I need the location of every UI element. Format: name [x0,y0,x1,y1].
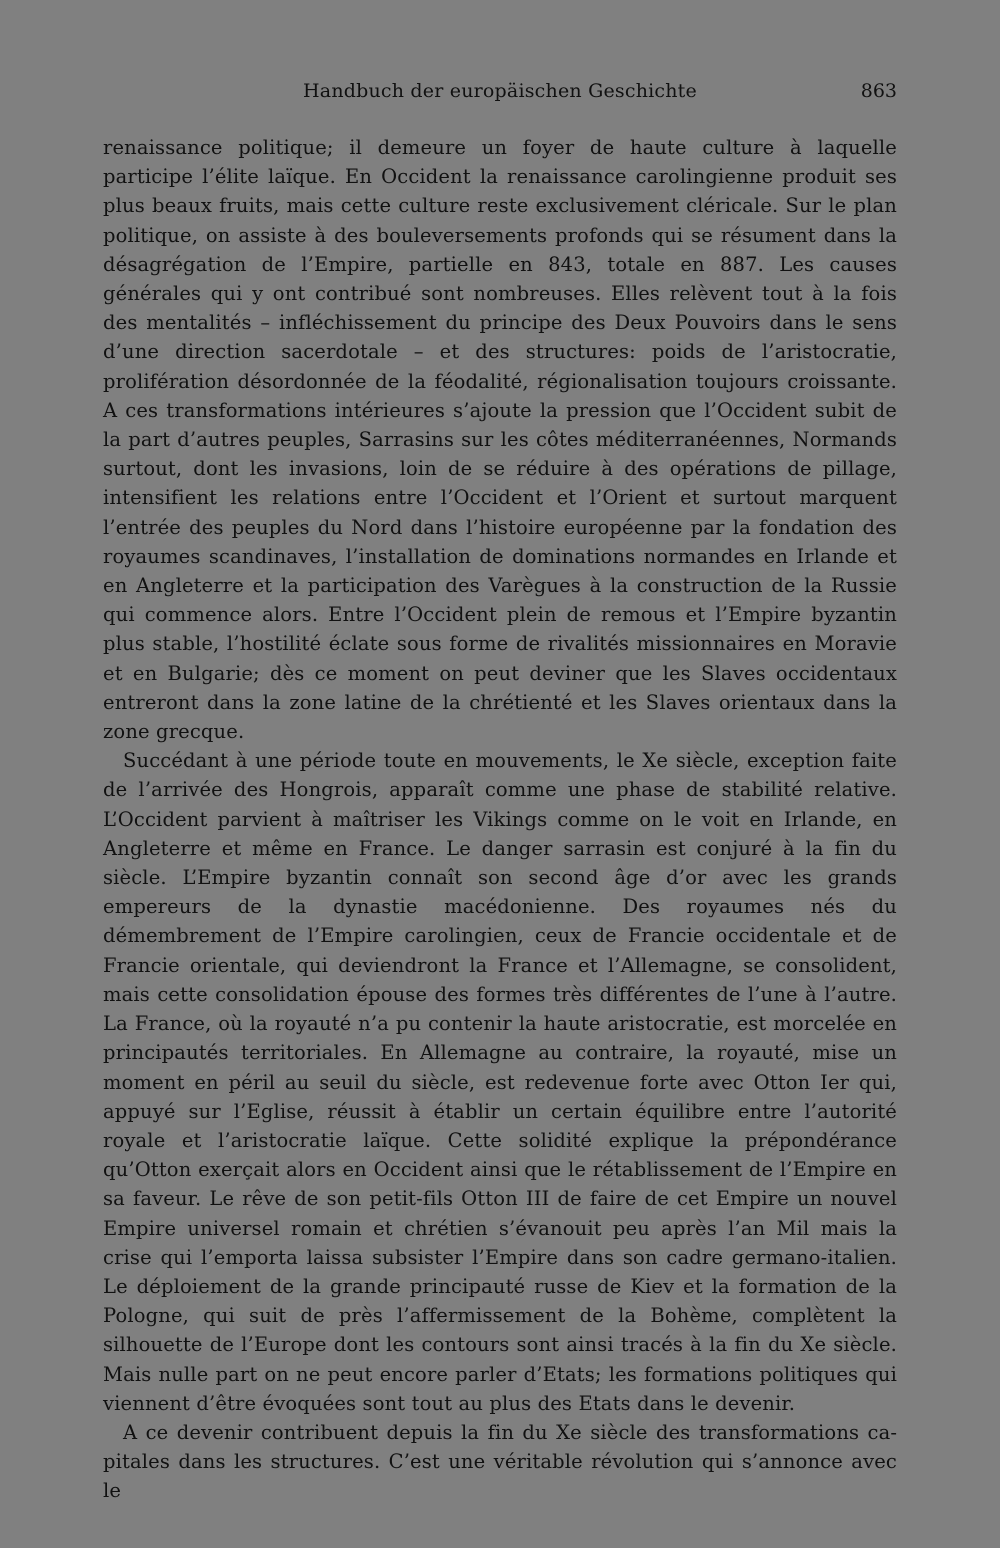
running-head [103,78,897,104]
running-title: Handbuch der europäischen Geschichte [303,80,697,102]
page-number: 863 [860,80,897,102]
body-text [103,133,897,1506]
paragraph-3: A ce devenir contribuent depuis la fin du Xe siècle des transformations capitales dans les structures. C’est une véritable révolution qui s’annonce avec le [103,1420,897,1503]
paragraph-1: renaissance politique; il demeure un foyer de haute culture à laquelle participe l’élite laïque. En Occident la renaissance carolingienne produit ses plus beaux fruits, mais cette culture reste exclusivement cléricale. Sur le plan politique, on assiste à des bouleversements profonds qui se résument dans la désagrégation de l’Empire, partielle en 843, totale en 887. Les causes générales qui y ont contribué sont nombreuses. Elles relèvent tout à la fois des mentalités – infléchissement du principe des Deux Pouvoirs dans le sens d’une direction sacerdotale – et des structures: poids de l’aristocratie, prolifération désordonnée de la féodalité, régionalisation toujours croissante. A ces transformations intérieures s’ajoute la pression que l’Occident subit de la part d’autres peuples, Sarrasins sur les côtes méditerranéennes, Normands surtout, dont les invasions, loin de se réduire à des opérations de pillage, intensifient les relations entre l’Occident et l’Orient et surtout marquent l’entrée des peuples du Nord dans l’histoire européenne par la fondation des royaumes scandinaves, l’installation de dominations normandes en Irlande et en Angleterre et la participation des Varègues à la construction de la Russie qui commence alors. Entre l’Occident plein de remous et l’Empire byzantin plus stable, l’hostilité éclate sous forme de rivalités missionnaires en Moravie et en Bulgarie; dès ce moment on peut deviner que les Slaves occidentaux entreront dans la zone latine de la chrétienté et les Slaves orientaux dans la zone grecque. [103,136,897,744]
paragraph-2: Succédant à une période toute en mouvements, le Xe siècle, exception faite de l’arrivée des Hongrois, apparaît comme une phase de stabilité relative. L’Occident parvient à maîtriser les Vikings comme on le voit en Irlande, en Angleterre et même en France. Le danger sarrasin est conjuré à la fin du siècle. L’Empire byzantin connaît son second âge d’or avec les grands empereurs de la dynastie macédonienne. Des royaumes nés du démembrement de l’Empire carolingien, ceux de Francie occidentale et de Francie orientale, qui deviendront la France et l’Allemagne, se consolident, mais cette consolidation épouse des formes très différentes de l’une à l’autre. La France, où la royauté n’a pu contenir la haute aristocratie, est morcelée en principautés territoriales. En Allemagne au contraire, la royauté, mise un moment en péril au seuil du siècle, est redevenue forte avec Otton Ier qui, appuyé sur l’Eglise, réussit à établir un certain équilibre entre l’autorité royale et l’aristocratie laïque. Cette solidité explique la prépondérance qu’Otton exerçait alors en Occident ainsi que le rétablissement de l’Empire en sa faveur. Le rêve de son petit-fils Otton III de faire de cet Empire un nouvel Empire universel romain et chrétien s’évanouit peu après l’an Mil mais la crise qui l’emporta laissa subsister l’Empire dans son cadre germano-italien. Le déploiement de la grande principauté russe de Kiev et la formation de la Pologne, qui suit de près l’affermissement de la Bohème, complètent la silhouette de l’Europe dont les contours sont ainsi tracés à la fin du Xe siècle. Mais nulle part on ne peut encore parler d’Etats; les formations politiques qui viennent d’être évoquées sont tout au plus des Etats dans le devenir. [103,749,897,1415]
